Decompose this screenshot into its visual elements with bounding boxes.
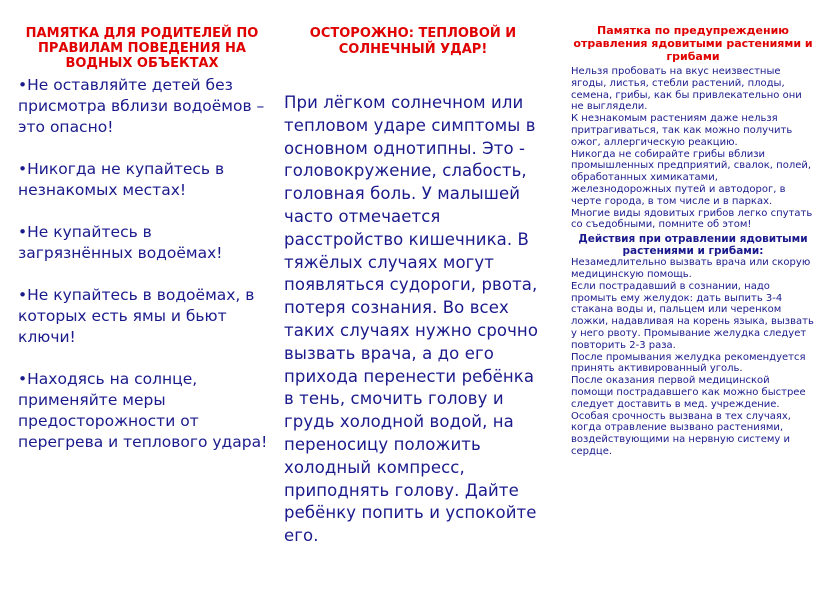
- list-item: •Находясь на солнце, применяйте меры предосторожности от перегрева и теплового удара!: [18, 370, 268, 451]
- poisoning-paragraph: Никогда не собирайте грибы вблизи промышленных предприятий, свалок, полей, обработанных химикатами, железнодорожных путей и автодорог, в черте города, в том числе и в парках.: [571, 148, 812, 207]
- column-water-safety: [0, 0, 270, 474]
- poisoning-action-paragraph: После оказания первой медицинской помощи пострадавшего как можно быстрее следует доставить в мед. учреждение. Особая срочность вызвана в тех случаях, когда отравление вызвано растениями, воздействующими на нервную систему и сердце.: [571, 375, 806, 457]
- water-safety-list: [18, 75, 270, 453]
- poisoning-actions-subtitle: Действия при отравлении ядовитыми растениями и грибами:: [578, 233, 808, 258]
- column-poisoning: [565, 0, 815, 458]
- list-item: •Не оставляйте детей без присмотра вблизи водоёмов – это опасно!: [18, 76, 265, 136]
- poisoning-action-paragraph: Незамедлительно вызвать врача или скорую медицинскую помощь.: [571, 257, 811, 280]
- poisoning-paragraph: Многие виды ядовитых грибов легко спутать со съедобными, помните об этом!: [571, 207, 813, 231]
- poisoning-paragraph: Нельзя пробовать на вкус неизвестные ягоды, листья, стебли растений, плоды, семена, грибы, как бы привлекательно они не выглядели.: [571, 66, 802, 113]
- column-heatstroke: [280, 0, 542, 548]
- heatstroke-body: При лёгком солнечном или тепловом ударе симптомы в основном однотипны. Это - головокружение, слабость, головная боль. У малышей часто отмечается расстройство кишечника. В тяжёлых случаях могут появляться судороги, рвота, потеря сознания. Во всех таких случаях нужно срочно вызвать врача, а до его прихода перенести ребёнка в тень, смочить голову и грудь холодной водой, на переносицу положить холодный компресс, приподнять голову. Дайте ребёнку попить и успокойте его.: [284, 93, 539, 546]
- list-item: •Не купайтесь в загрязнённых водоёмах!: [18, 223, 223, 262]
- poisoning-title: Памятка по предупреждению отравления ядовитыми растениями и грибами: [573, 24, 813, 63]
- list-item: •Не купайтесь в водоёмах, в которых есть ямы и бьют ключи!: [18, 286, 255, 346]
- list-item: •Никогда не купайтесь в незнакомых местах!: [18, 160, 225, 199]
- poisoning-action-paragraph: Если пострадавший в сознании, надо промыть ему желудок: дать выпить 3-4 стакана воды и, пальцем или черенком ложки, надавливая на корень языка, вызвать у него рвоту. Промывание желудка следует повторить 2-3 раза.: [571, 280, 814, 351]
- water-safety-title: ПАМЯТКА ДЛЯ РОДИТЕЛЕЙ ПО ПРАВИЛАМ ПОВЕДЕНИЯ НА ВОДНЫХ ОБЪЕКТАХ: [25, 26, 259, 71]
- poisoning-paragraph: К незнакомым растениям даже нельзя притрагиваться, так как можно получить ожог, аллергическую реакцию.: [571, 113, 793, 148]
- poisoning-action-paragraph: После промывания желудка рекомендуется принять активированный уголь.: [571, 351, 806, 375]
- heatstroke-title: ОСТОРОЖНО: ТЕПЛОВОЙ И СОЛНЕЧНЫЙ УДАР!: [309, 26, 517, 57]
